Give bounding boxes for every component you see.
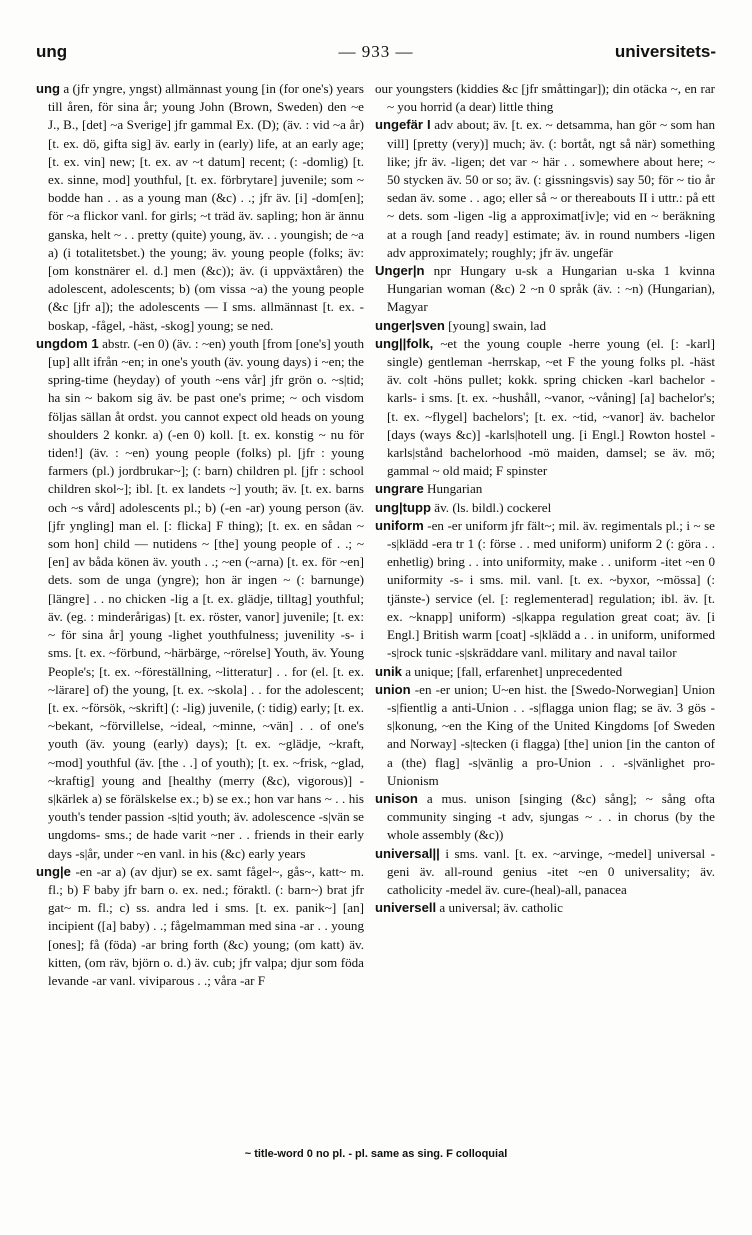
entry-headword: ungrare (375, 481, 424, 497)
entry-headword: ung|tupp (375, 499, 432, 515)
dictionary-entry (375, 262, 715, 317)
entry-headword: universell (375, 900, 437, 916)
dictionary-entry (375, 499, 715, 517)
dictionary-entry (375, 663, 715, 681)
entry-text: ~et the young couple -herre young (el. [: -karl] single) gentleman -herrskap, ~et F the young folks pl. -häst äv. colt -höns pullet; kokk. spring chicken -karl bachelor -karls- i sms. [t. ex. ~hushåll, ~vanor, ~våning] [a] bachelor's; [t. ex. ~flygel] bachelors'; [t. ex. ~tid, ~vanor] äv. bachelor [days (ways &c)] -karls|hotell ung. [i Engl.] Rowton hostel -karls|stånd bachelorhood -mö maiden, damsel; se äv. mö; gammal ~ old maid; F spinster (387, 335, 715, 479)
left-column (36, 80, 364, 1125)
dictionary-entry (375, 845, 715, 900)
entry-headword: union (375, 681, 411, 697)
dictionary-entry (375, 335, 715, 481)
page-footer-legend: ~ title-word 0 no pl. - pl. same as sing. F colloquial (244, 1148, 508, 1160)
entry-headword: ung||folk, (375, 335, 434, 351)
entry-headword: unik (375, 663, 402, 679)
entry-text: abstr. (-en 0) (äv. : ~en) youth [from [one's] youth [up] allt ifrån ~en; in one's youth (äv. young days) i ~en; the spring-time (heyday) of youth ~ens vår] jfr grön o. ~s|tid; ha sin ~ bakom sig äv. be past one's prime; ~ och visdom följas sällan åt ordst. you cannot expect old heads on young shoulders 2 konkr. a) (-en 0) koll. [t. ex. konstig ~ nu för tiden!] (äv. : ~en) young people (folks) pl. [jfr : young farmers (pl.) jordbrukar~]; (: barn) children pl. [jfr : school children skol~]; ibl. [t. ex landets ~] youth; äv. [t. ex. barns och ~s vård] adolescents pl.; b) (-en -ar) young person (äv. [jfr yngling] man el. [: flicka] F thing); [t. ex. en sådan ~ som hon] child — nutidens ~ [the] young people of . .; ~[en] av båda könen äv. youth . .; ~en (~arna) [t. ex. för ~en] dets. som de unga (yngre); hon är ingen ~ (: barnunge) [längre] . . no chicken -lig a [t. ex. glädje, tilltag] youthful; äv. (eg. : minderårigas) [t. ex. röster, vanor] juvenile; [t. ex: ~ för sina år] young -lighet youthfulness; juvenility -s- i sms. [t. ex. ~förbund, ~härbärge, ~rörelse] Youth, äv. Young People's; [t. ex. ~föreställning, ~litteratur] . . for (el. [t. ex. ~lärare] of) the young, [t. ex. ~skola] . . for the adolescent; [t. ex. ~försök, ~skrift] (: -lig) juvenile, (: tidig) early; [t. ex. ~bekant, ~förvillelse, ~ideal, ~minne, ~vän] . . of one's youth (äv. young (early) days); [t. ex. ~glädje, ~kraft, ~mod] youthful (äv. [the . .] of youth); [t. ex. ~frisk, ~glad, ~kraftig] young and [healthy (merry (&c), vigorous)] -s|kärlek a) se förälskelse ex.; b) se ex.; hon var hans ~ . . his youth's tender passion -s|tid youth; äv. adolescence -s|vän se ungdoms- sms.; de hade varit ~ner . . friends in their early days -s|år, under ~en vanl. in his (&c) early years (48, 335, 364, 861)
entry-text: äv. (ls. bildl.) cockerel (434, 499, 552, 515)
entry-text: -en -ar a) (av djur) se ex. samt fågel~, gås~, katt~ m. fl.; b) F baby jfr barn o. ex. ned.; föraktl. (: barn~) brat jfr gat~ m. fl.; c) ss. andra led i sms. [t. ex. panik~] [an] incipient ([a] baby) . .; fågelmamman med sina -ar . . young [ones]; få (föda) -ar bring forth (&c) young; (om katt) äv. kitten, (om räv, björn o. d.) äv. cub; jfr valpa; djur som föda levande -ar vanl. viviparous . .; våra -ar F (48, 863, 364, 988)
entry-text: npr Hungary u-sk a Hungarian u-ska 1 kvinna Hungarian woman (&c) 2 ~n 0 språk (äv. : ~n) (Hungarian), Magyar (387, 263, 715, 315)
header-left-guide-word: ung (36, 42, 68, 61)
dictionary-entry (375, 480, 715, 498)
entry-headword: uniform (375, 517, 424, 533)
entry-text: Hungarian (427, 481, 483, 497)
entry-text: [young] swain, lad (448, 317, 546, 333)
entry-text: a (jfr yngre, yngst) allmännast young [in (for one's) years till åren, för sina år; young John (Brown, Sweden) den ~e J., B., [det] ~a Sverige] jfr gammal Ex. (D); (äv. : vid ~a år) [t. ex. dö, gifta sig] äv. early in (early) life, at an early age; [t. ex. vin] new; [t. ex. av ~t datum] recent; (: -domlig) [t. ex. sinne, mod] youthful, [t. ex. förbrytare] juvenile; som ~ bodde han . . as a young man (&c) . .; jfr äv. [i] -dom[en]; för ~a flickor vanl. for girls; ~t träd äv. sapling; hon är ännu ganska, helt ~ . . pretty (quite) young, äv. . . youngish; de ~a a) (i totalitetsbet.) the young; äv. young people (folks; äv: [om konstnärer el. d.] men (&c)); äv. (i uppväxtåren) the adolescent, adolescents; b) (om vissa ~a) the young people (&c [jfr a]); the adolescents — I sms. allmännast [t. ex. -boskap, -fågel, -häst, -skog] young; se ned. (48, 81, 364, 333)
dictionary-entry (375, 116, 715, 262)
entry-text: a mus. unison [singing (&c) sång]; ~ sång ofta community singing -t adv, sjungas ~ . . in chorus (by the whole assembly (&c)) (387, 790, 715, 843)
entry-headword: Unger|n (375, 263, 425, 279)
entry-headword: ung|e (36, 863, 71, 879)
entry-headword: ungdom 1 (36, 335, 99, 351)
entry-text: a universal; äv. catholic (439, 900, 563, 916)
entry-headword: unger|sven (375, 317, 445, 333)
dictionary-entry (375, 899, 715, 917)
page-number: — 933 — (338, 42, 414, 61)
entry-text: our youngsters (kiddies &c [jfr småttingar]); din otäcka ~, en rar ~ you horrid (a dear) little thing (375, 81, 715, 115)
dictionary-entry (36, 863, 364, 990)
entry-text: i sms. vanl. [t. ex. ~arvinge, ~medel] universal -geni äv. all-round genius -itet ~en 0 universality; äv. catholicity -medel äv. cure-(heal)-all, panacea (387, 845, 715, 897)
dictionary-entry (375, 517, 715, 663)
entry-text: adv about; äv. [t. ex. ~ detsamma, han gör ~ som han vill] [pretty (very)] much; äv. (: bortåt, ngt så när) something like; jfr äv. -ligen; det var ~ här . . somewhere about here; ~ 50 stycken äv. 50 or so; äv. (: gissningsvis) say 50; för ~ tio år sedan äv. some . . ago; eller så ~ or thereabouts II i uttr.: på ett ~ dets. som -ligen -lig a approximat[iv]e; vid en ~ beräkning at a rough [and ready] estimate; äv. in round numbers -ligen adv approximately; roughly; jfr äv. ungefär (387, 117, 715, 260)
entry-text: -en -er union; U~en hist. the [Swedo-Norwegian] Union -s|fientlig a anti-Union . . -s|flagga union flag; se äv. 3 gös -s|konung, ~en the King of the United Kingdoms [of Sweden and Norway] -s|tecken (i flagga) [the] union [in the canton of a (the) flag] -s|vänlig a pro-Union . . -s|vänlighet pro-Unionism (387, 681, 715, 788)
dictionary-entry (375, 681, 715, 790)
header-right-guide-word: universitets- (614, 42, 716, 61)
dictionary-entry (375, 80, 715, 116)
dictionary-entry (375, 317, 715, 335)
page-header (36, 42, 716, 68)
entry-headword: universal|| (375, 845, 440, 861)
entry-headword: ung (36, 81, 60, 96)
entry-text: a unique; [fall, erfarenhet] unprecedented (405, 663, 623, 679)
dictionary-entry (36, 335, 364, 863)
entry-headword: ungefär I (375, 117, 431, 133)
entry-headword: unison (375, 790, 418, 806)
dictionary-entry (375, 790, 715, 845)
dictionary-entry (36, 80, 364, 335)
entry-text: -en -er uniform jfr fält~; mil. äv. regimentals pl.; i ~ se -s|klädd -era tr 1 (: förse . . med uniform) uniform 2 (: göra . . enhetlig) bring . . into uniformity, make . . uniform -itet ~en 0 uniformity -s- i sms. mil. vanl. [t. ex. ~byxor, ~mössa] (: tjänste-) service (el. [: reglementerad] regulation; ibl. äv. [t. ex. ~knapp] uniform) -s|kappa regulation great coat; äv. [i Engl.] British warm [coat] -s|klädd a . . in uniform, uniformed -s|rock tunic -s|skräddare vanl. military and naval tailor (387, 517, 715, 661)
right-column (375, 80, 715, 1125)
